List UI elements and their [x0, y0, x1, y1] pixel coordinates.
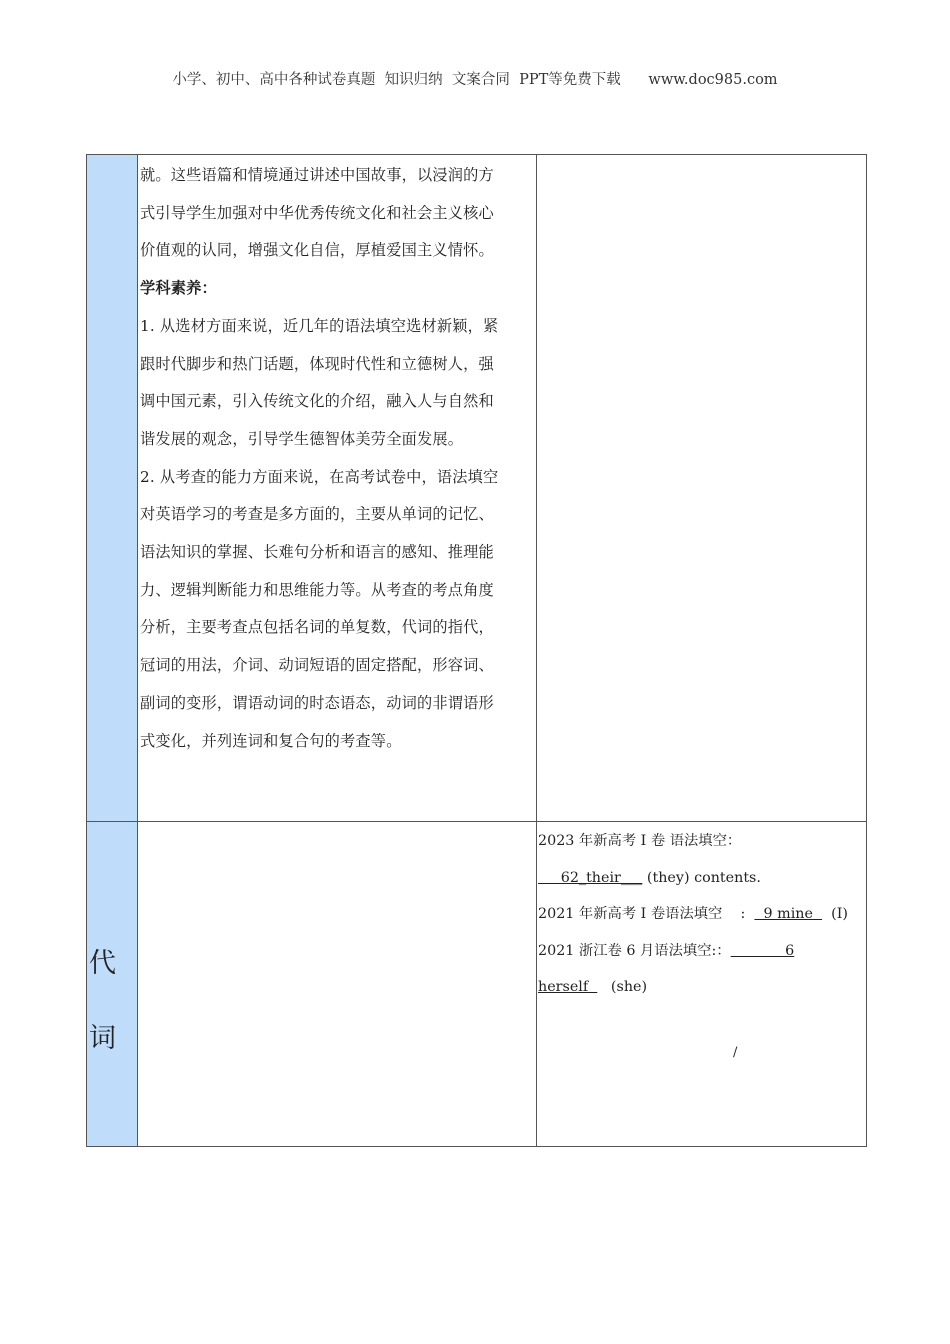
text-line: 2. 从考查的能力方面来说，在高考试卷中，语法填空 [140, 467, 499, 486]
content-table [86, 154, 867, 1147]
answer-blank: 9 mine [754, 906, 823, 922]
description-cell-empty [138, 822, 537, 1147]
side-label-cell [87, 155, 138, 822]
example-cell [537, 822, 867, 1147]
stray-mark: / [733, 1045, 738, 1060]
text-line: 力、逻辑判断能力和思维能力等。从考查的考点角度 [140, 580, 494, 599]
text-line: 式引导学生加强对中华优秀传统文化和社会主义核心 [140, 203, 494, 222]
answer-blank: herself [538, 979, 598, 995]
text-line: 对英语学习的考查是多方面的，主要从单词的记忆、 [140, 505, 494, 524]
text-line: 谐发展的观念，引导学生德智体美劳全面发展。 [140, 429, 464, 448]
text-line: 学科素养： [140, 279, 217, 298]
answer-blank: 6 [730, 942, 795, 959]
example-line: 2021 浙江卷 6 月语法填空:： 6 [538, 942, 795, 959]
example-line: herself (she) [538, 979, 648, 995]
example-line: 2021 年新高考 I 卷语法填空 : 9 mine (I) [538, 906, 848, 922]
text-line: 价值观的认同，增强文化自信，厚植爱国主义情怀。 [140, 241, 494, 260]
table-row [87, 822, 867, 1147]
table-row [87, 155, 867, 822]
description-cell [138, 155, 537, 822]
text-line: 语法知识的掌握、长难句分析和语言的感知、推理能 [140, 543, 494, 562]
text-line: 式变化，并列连词和复合句的考查等。 [140, 731, 402, 750]
text-line: 副词的变形，谓语动词的时态语态，动词的非谓语形 [140, 693, 494, 712]
section-label-char: 词 [89, 1023, 116, 1054]
text-line: 冠词的用法，介词、动词短语的固定搭配，形容词、 [140, 656, 494, 675]
text-line: 1. 从选材方面来说，近几年的语法填空选材新颖，紧 [140, 316, 499, 335]
text-line: 分析，主要考查点包括名词的单复数，代词的指代， [140, 618, 494, 637]
text-line: 跟时代脚步和热门话题，体现时代性和立德树人，强 [140, 354, 494, 373]
page-header: 小学、初中、高中各种试卷真题 知识归纳 文案合同 PPT等免费下载 www.doc985.com [172, 72, 778, 88]
example-line: 62_their___ (they) contents. [538, 869, 761, 886]
text-line: 调中国元素，引入传统文化的介绍，融入人与自然和 [140, 392, 494, 411]
example-cell-empty [537, 155, 867, 822]
description-text [138, 155, 536, 760]
side-label-cell [87, 822, 138, 1147]
text-line: 就。这些语篇和情境通过讲述中国故事，以浸润的方 [140, 166, 494, 184]
section-label-char: 代 [89, 948, 116, 979]
answer-blank: 62_their___ [538, 869, 643, 886]
example-line: 2023 年新高考 I 卷 语法填空： [538, 833, 742, 849]
